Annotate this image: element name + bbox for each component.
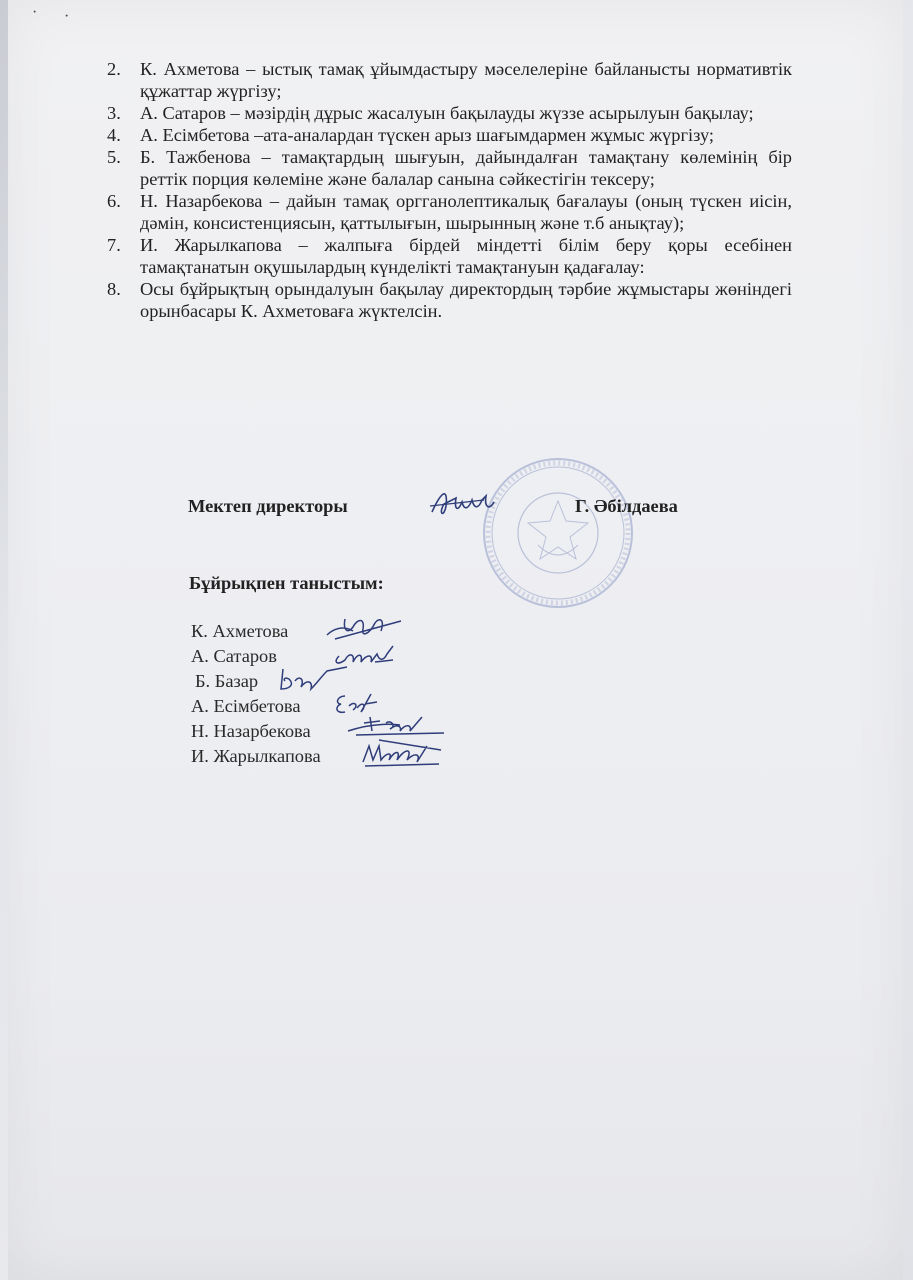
- official-stamp: [478, 453, 638, 613]
- list-item: [191, 744, 321, 769]
- item-text: И. Жарылкапова – жалпыға бірдей міндетті білім беру қоры есебінен тамақтанатын оқушылардың күнделікті тамақтануын қадағалау:: [140, 235, 792, 277]
- item-text: К. Ахметова – ыстық тамақ ұйымдастыру мәселелеріне байланысты нормативтік құжаттар жүргізу;: [140, 59, 792, 101]
- director-name: Г. Әбілдаева: [575, 496, 678, 516]
- item-number: 4.: [107, 125, 121, 145]
- list-item: [191, 669, 321, 694]
- director-signature-line: [188, 496, 708, 526]
- item-number: 3.: [107, 103, 121, 123]
- item-text: Осы бұйрықтың орындалуын бақылау директордың тәрбие жұмыстары жөніндегі орынбасары К. Ахметоваға жүктелсін.: [140, 279, 792, 321]
- list-item: [191, 694, 321, 719]
- item-number: 8.: [107, 279, 121, 299]
- list-item: [107, 146, 792, 190]
- employee-name: И. Жарылкапова: [191, 746, 321, 766]
- director-title: Мектеп директоры: [188, 496, 348, 516]
- acknowledgement-title: Бұйрықпен таныстым:: [189, 573, 384, 593]
- acknowledgement-list: [191, 619, 321, 769]
- list-item: [107, 102, 792, 124]
- list-item: [107, 234, 792, 278]
- list-item: [107, 124, 792, 146]
- item-number: 2.: [107, 59, 121, 79]
- item-text: А. Сатаров – мәзірдің дұрыс жасалуын бақылауды жүззе асырылуын бақылау;: [140, 103, 754, 123]
- employee-name: Б. Базар: [195, 671, 259, 691]
- item-number: 5.: [107, 147, 121, 167]
- responsibility-list: [107, 58, 792, 322]
- employee-name: А. Есімбетова: [191, 696, 301, 716]
- item-number: 6.: [107, 191, 121, 211]
- employee-name: К. Ахметова: [191, 621, 289, 641]
- director-signature: [428, 484, 508, 524]
- corner-mark: ·: [64, 8, 70, 25]
- item-text: А. Есімбетова –ата-аналардан түскен арыз шағымдармен жұмыс жүргізу;: [140, 125, 715, 145]
- corner-mark: ·: [32, 4, 38, 21]
- item-number: 7.: [107, 235, 121, 255]
- list-item: [107, 278, 792, 322]
- list-item: [107, 58, 792, 102]
- list-item: [191, 719, 321, 744]
- list-item: [191, 619, 321, 644]
- item-text: Б. Тажбенова – тамақтардың шығуын, дайындалған тамақтану көлемінің бір реттік порция көлеміне және балалар санына сәйкестігін тексеру;: [140, 147, 792, 189]
- employee-name: Н. Назарбекова: [191, 721, 311, 741]
- employee-name: А. Сатаров: [191, 646, 277, 666]
- employee-signature: [359, 736, 443, 770]
- list-item: [107, 190, 792, 234]
- item-text: Н. Назарбекова – дайын тамақ оргганолептикалық бағалауы (оның түскен иісін, дәмін, консистенциясын, қаттылығын, шырынның және т.б анықтау);: [140, 191, 792, 233]
